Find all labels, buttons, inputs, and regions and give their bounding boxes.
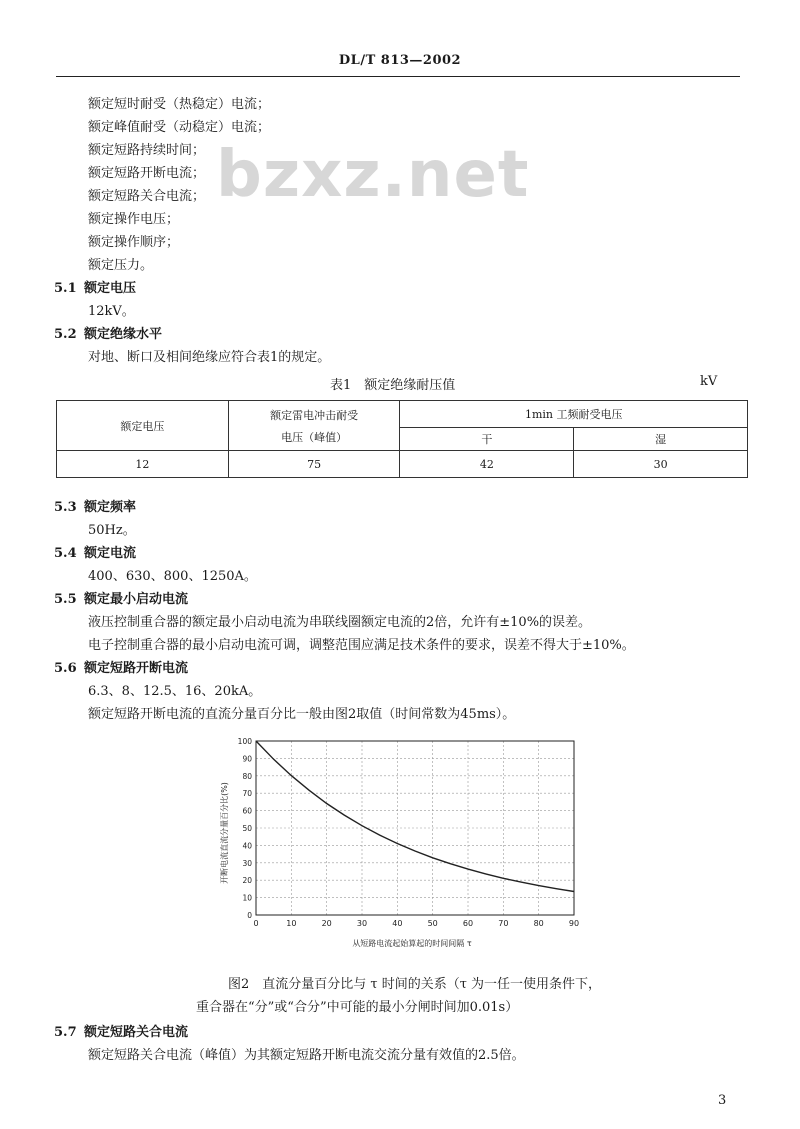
section-number: 5.7	[54, 1025, 77, 1040]
header-rule	[56, 76, 740, 77]
document-header: DL/T 813—2002	[338, 53, 462, 68]
y-tick-label: 30	[242, 858, 252, 868]
table-cell: 12	[57, 451, 229, 478]
section-5-6-body-2: 额定短路开断电流的直流分量百分比一般由图2取值（时间常数为45ms）。	[88, 707, 516, 722]
x-tick-label: 0	[253, 919, 259, 928]
section-5-6-heading	[54, 657, 188, 676]
section-number: 5.1	[54, 281, 77, 296]
section-title: 额定短路开断电流	[84, 661, 189, 676]
header-dry: 干	[400, 428, 574, 451]
section-5-3-body: 50Hz。	[88, 523, 136, 538]
x-tick-label: 20	[321, 919, 332, 928]
section-5-5-heading	[54, 588, 188, 607]
section-title: 额定短路关合电流	[84, 1025, 189, 1040]
x-tick-label: 80	[533, 919, 544, 928]
x-tick-label: 90	[568, 919, 580, 928]
x-tick-label: 70	[498, 919, 509, 928]
header-wet: 湿	[574, 428, 748, 451]
y-tick-label: 100	[237, 737, 252, 746]
y-tick-label: 50	[242, 824, 252, 833]
x-axis-label: 从短路电流起始算起的时间间隔 τ	[352, 939, 472, 948]
header-impulse-line1: 额定雷电冲击耐受	[270, 408, 359, 422]
y-tick-label: 70	[242, 789, 252, 799]
y-tick-label: 80	[242, 771, 252, 781]
list-item: 额定短路持续时间；	[88, 143, 206, 158]
table-1	[56, 400, 748, 478]
x-tick-label: 40	[392, 919, 403, 928]
section-5-2-heading	[54, 323, 162, 342]
list-item: 额定短时耐受（热稳定）电流；	[88, 97, 271, 112]
section-number: 5.4	[54, 546, 77, 561]
section-5-5-body-1: 液压控制重合器的额定最小启动电流为串联线圈额定电流的2倍，允许有±10%的误差。	[88, 615, 592, 630]
decay-curve	[256, 741, 574, 892]
section-5-4-body: 400、630、800、1250A。	[88, 569, 257, 584]
figure-2-caption-line1: 图2 直流分量百分比与 τ 时间的关系（τ 为一任一使用条件下，	[228, 977, 602, 992]
header-impulse-voltage	[228, 401, 400, 451]
section-5-6-body-1: 6.3、8、12.5、16、20kA。	[88, 684, 262, 699]
y-tick-label: 10	[242, 893, 252, 903]
figure-2-caption-line2: 重合器在“分”或“合分”中可能的最小分闸时间加0.01s）	[196, 1000, 519, 1015]
chart-grid	[256, 741, 574, 915]
section-5-4-heading	[54, 542, 136, 561]
section-5-5-body-2: 电子控制重合器的最小启动电流可调，调整范围应满足技术条件的要求，误差不得大于±10%。	[88, 638, 635, 653]
section-number: 5.3	[54, 500, 77, 515]
section-title: 额定最小启动电流	[84, 592, 189, 607]
list-item: 额定操作顺序；	[88, 235, 180, 250]
x-tick-label: 10	[286, 919, 297, 928]
list-item: 额定操作电压；	[88, 212, 180, 227]
figure-2-svg	[218, 733, 590, 951]
list-item: 额定短路开断电流；	[88, 166, 206, 181]
y-tick-label: 0	[247, 911, 252, 920]
y-tick-label: 20	[242, 876, 252, 886]
table-cell: 30	[574, 451, 748, 478]
chart-ticks	[238, 737, 579, 928]
table-cell: 75	[228, 451, 400, 478]
section-5-7-body: 额定短路关合电流（峰值）为其额定短路开断电流交流分量有效值的2.5倍。	[88, 1048, 525, 1063]
section-title: 额定绝缘水平	[84, 327, 163, 342]
y-tick-label: 90	[242, 754, 252, 764]
section-title: 额定电压	[84, 281, 137, 296]
y-tick-label: 40	[242, 841, 252, 851]
header-rated-voltage: 额定电压	[57, 401, 229, 451]
chart-axes	[256, 741, 574, 915]
x-tick-label: 50	[427, 919, 438, 928]
x-tick-label: 30	[356, 919, 368, 928]
table-1-caption: 表1 额定绝缘耐压值	[330, 378, 456, 393]
table-row	[57, 451, 748, 478]
list-item: 额定压力。	[88, 258, 154, 273]
section-5-1-heading	[54, 277, 136, 296]
page-number: 3	[718, 1093, 727, 1108]
section-title: 额定频率	[84, 500, 137, 515]
y-axis-label: 开断电流直流分量百分比(%)	[220, 782, 229, 884]
header-impulse-line2: 电压（峰值）	[281, 430, 348, 444]
table-cell: 42	[400, 451, 574, 478]
watermark: bzxz.net	[216, 138, 530, 212]
section-number: 5.6	[54, 661, 77, 676]
section-5-1-body: 12kV。	[88, 304, 135, 319]
table-1-unit: kV	[700, 374, 718, 389]
section-5-7-heading	[54, 1021, 188, 1040]
section-5-2-body: 对地、断口及相间绝缘应符合表1的规定。	[88, 350, 331, 365]
list-item: 额定短路关合电流；	[88, 189, 206, 204]
section-5-3-heading	[54, 496, 136, 515]
list-item: 额定峰值耐受（动稳定）电流；	[88, 120, 271, 135]
section-number: 5.5	[54, 592, 77, 607]
y-tick-label: 60	[242, 806, 252, 816]
figure-2-chart	[218, 733, 590, 951]
section-title: 额定电流	[84, 546, 137, 561]
section-number: 5.2	[54, 327, 77, 342]
plot-frame	[256, 741, 574, 915]
x-tick-label: 60	[462, 919, 474, 928]
header-power-frequency: 1min 工频耐受电压	[400, 401, 748, 428]
